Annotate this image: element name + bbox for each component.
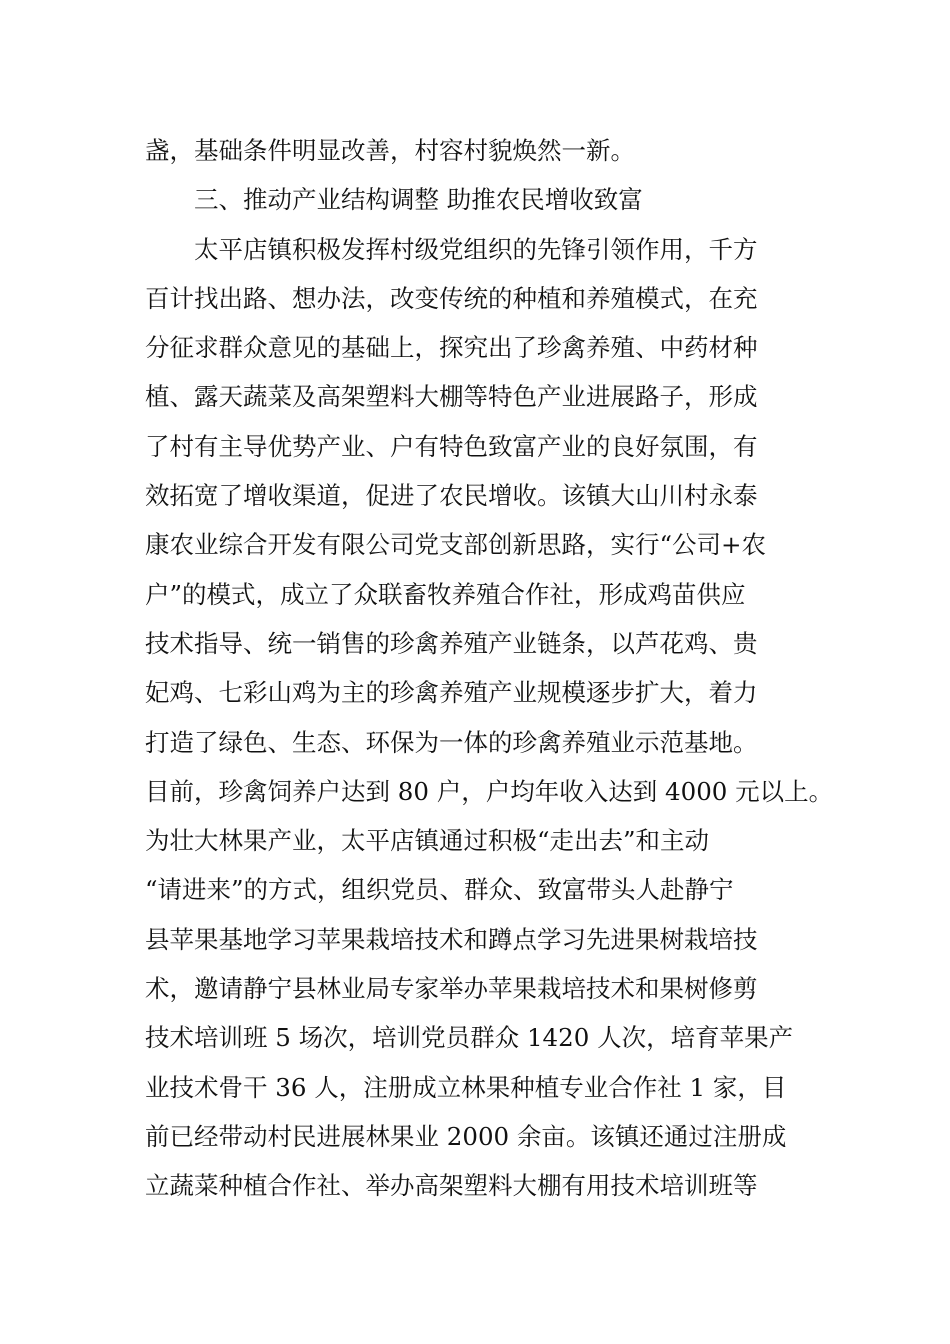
text-line: 植、露天蔬菜及高架塑料大棚等特色产业进展路子，形成	[145, 382, 758, 412]
text-line: 前已经带动村民进展林果业 2000 余亩。该镇还通过注册成	[145, 1121, 787, 1151]
text-line: 打造了绿色、生态、环保为一体的珍禽养殖业示范基地。	[145, 727, 758, 757]
text-line: 业技术骨干 36 人，注册成立林果种植专业合作社 1 家，目	[145, 1072, 787, 1102]
text-line: 了村有主导优势产业、户有特色致富产业的良好氛围，有	[145, 431, 758, 461]
text-line: 户”的模式，成立了众联畜牧养殖合作社，形成鸡苗供应	[145, 579, 746, 609]
text-line: 盏，基础条件明显改善，村容村貌焕然一新。	[145, 136, 635, 165]
text-line: “请进来”的方式，组织党员、群众、致富带头人赴静宁	[145, 875, 734, 905]
body-text	[145, 126, 834, 1211]
text-line: 康农业综合开发有限公司党支部创新思路，实行“公司+农	[145, 530, 767, 560]
text-line: 百计找出路、想办法，改变传统的种植和养殖模式，在充	[145, 283, 758, 313]
text-line: 术，邀请静宁县林业局专家举办苹果栽培技术和果树修剪	[145, 974, 758, 1004]
section-heading: 三、推动产业结构调整 助推农民增收致富	[194, 185, 643, 215]
text-line: 立蔬菜种植合作社、举办高架塑料大棚有用技术培训班等	[145, 1171, 758, 1201]
text-line: 技术培训班 5 场次，培训党员群众 1420 人次，培育苹果产	[145, 1023, 794, 1053]
text-line: 分征求群众意见的基础上，探究出了珍禽养殖、中药材种	[145, 333, 758, 363]
text-line: 为壮大林果产业，太平店镇通过积极“走出去”和主动	[145, 826, 710, 856]
text-line: 妃鸡、七彩山鸡为主的珍禽养殖产业规模逐步扩大，着力	[145, 678, 758, 708]
text-line: 效拓宽了增收渠道，促进了农民增收。该镇大山川村永泰	[145, 481, 758, 511]
text-line: 目前，珍禽饲养户达到 80 户，户均年收入达到 4000 元以上。	[145, 776, 834, 806]
text-line: 县苹果基地学习苹果栽培技术和蹲点学习先进果树栽培技	[145, 924, 758, 954]
text-line: 技术指导、统一销售的珍禽养殖产业链条，以芦花鸡、贵	[145, 628, 758, 658]
text-line: 太平店镇积极发挥村级党组织的先锋引领作用，千方	[194, 234, 758, 264]
